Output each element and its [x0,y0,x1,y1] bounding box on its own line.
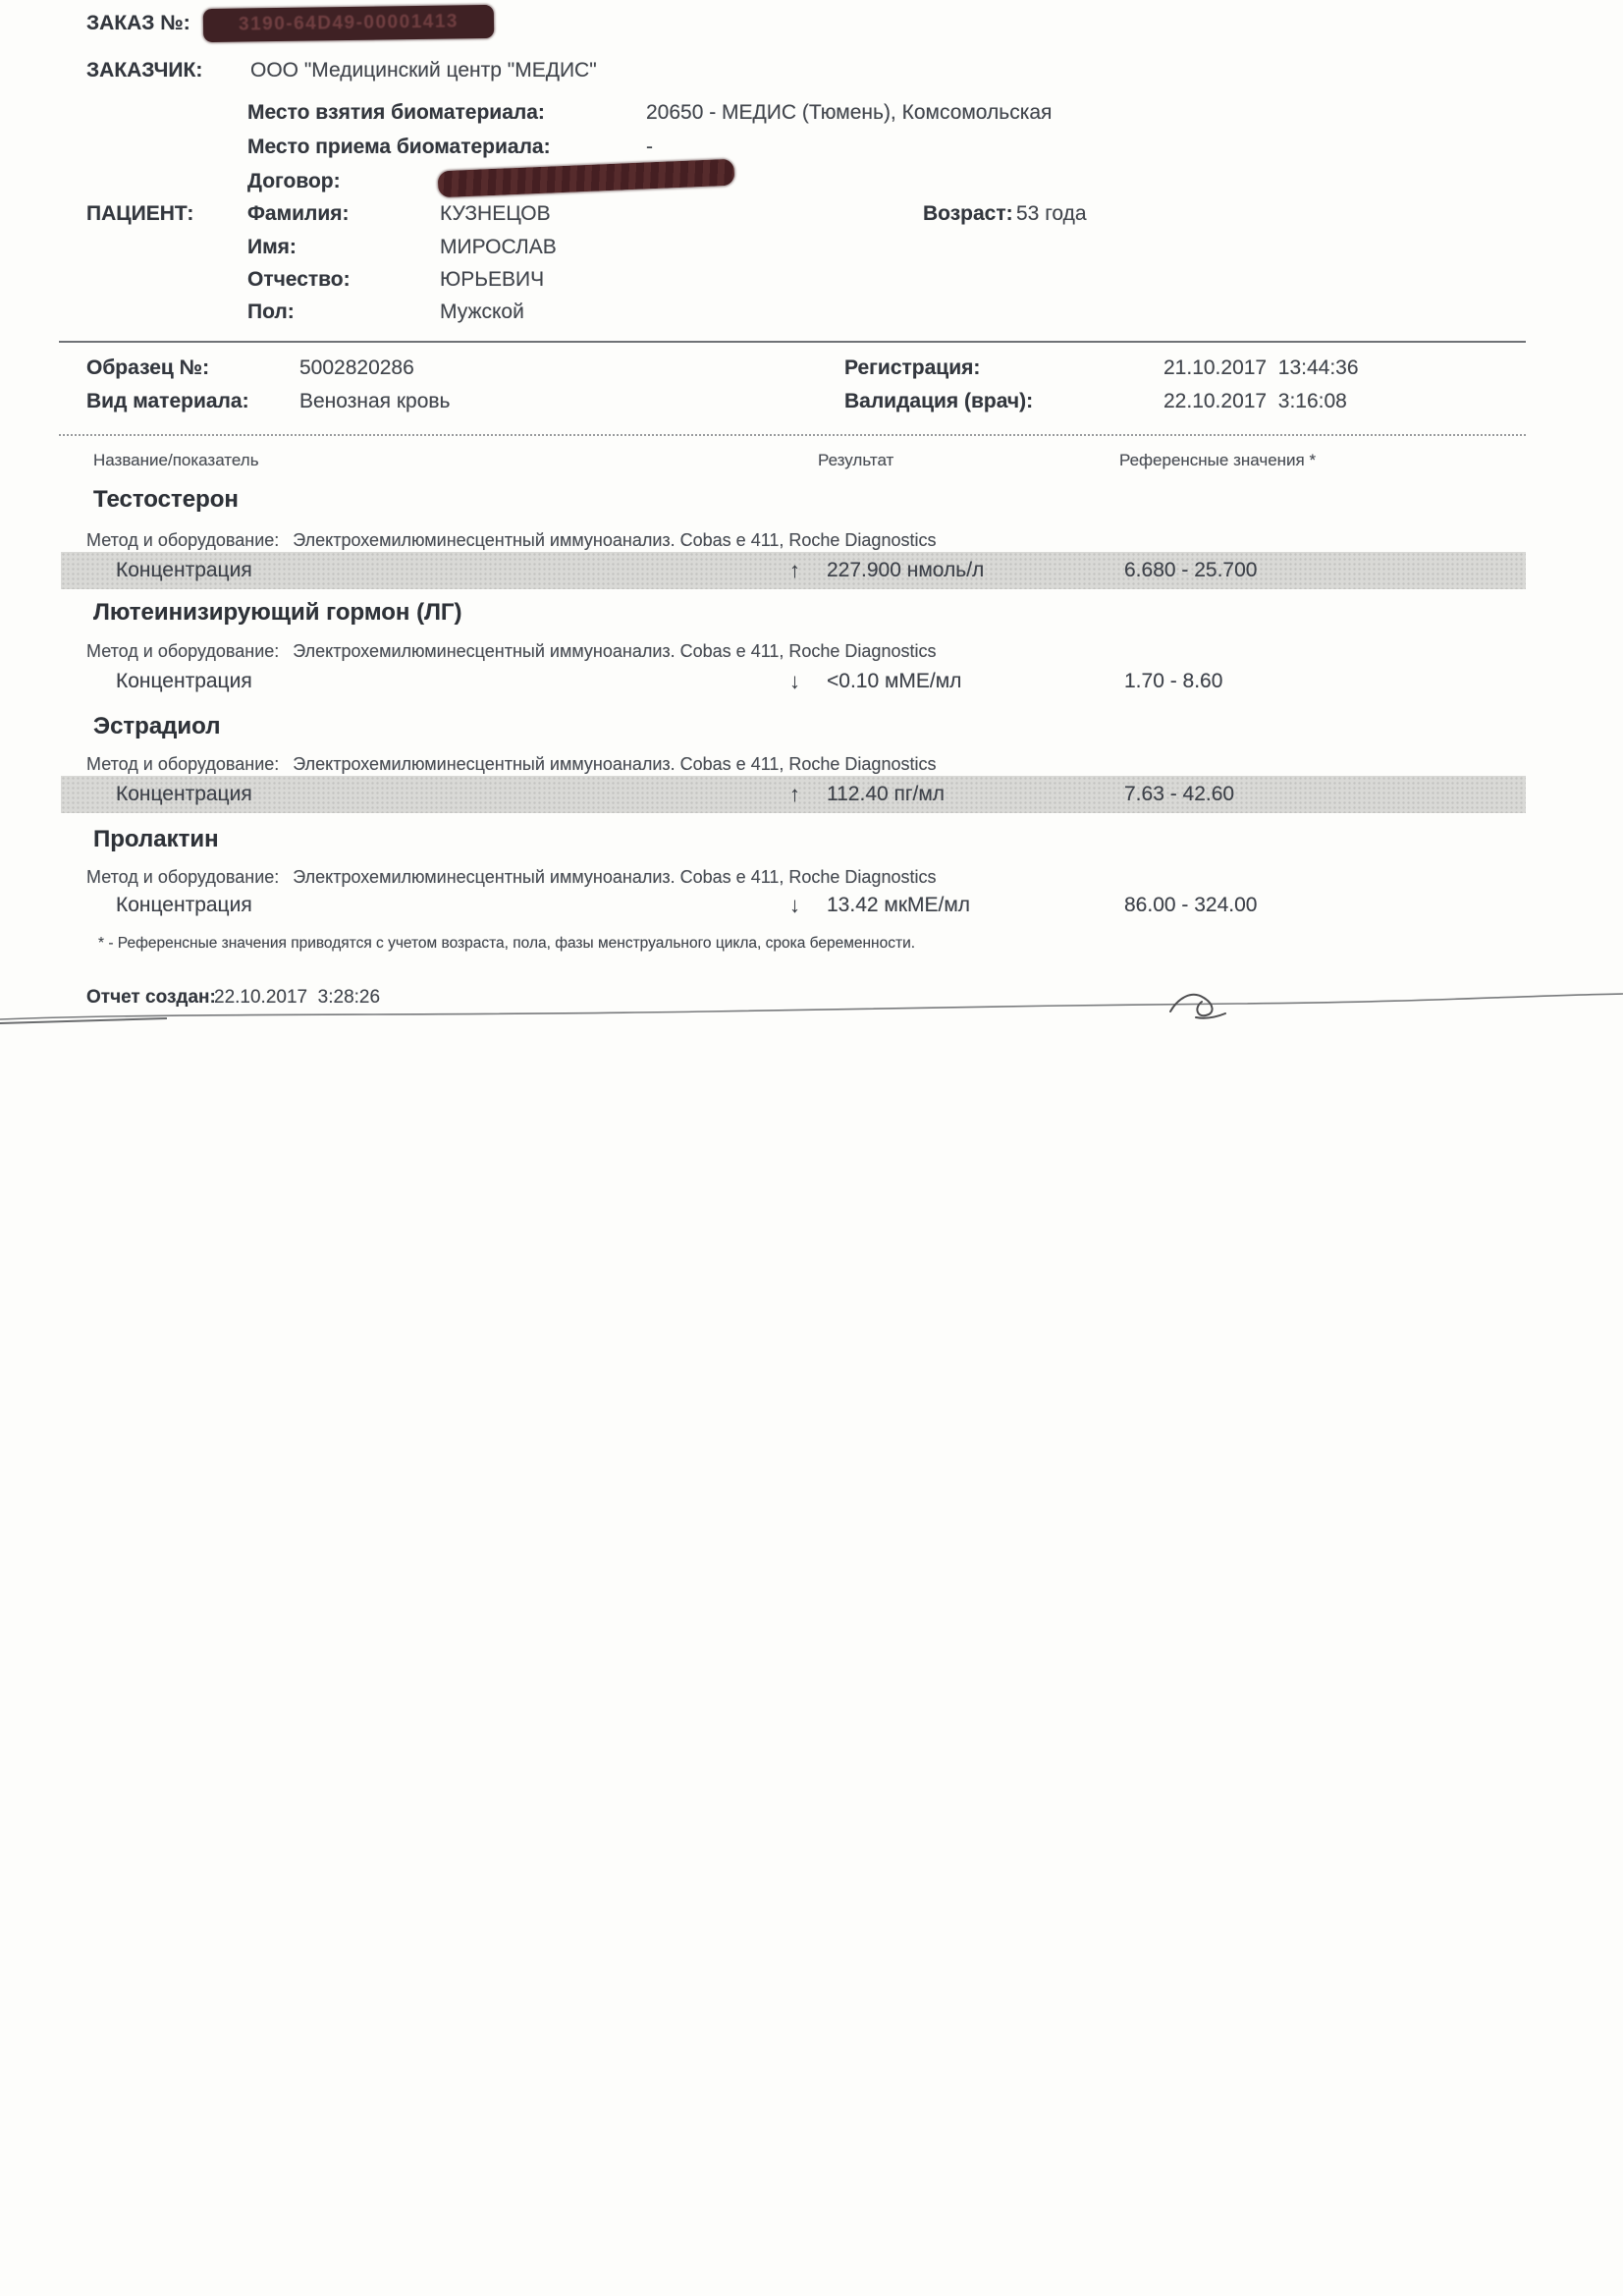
column-header-result: Результат [818,451,894,469]
method-line [86,754,936,775]
section-title-lh: Лютеинизирующий гормон (ЛГ) [93,599,462,626]
order-number-redaction [203,5,494,42]
high-flag-arrow-icon: ↑ [789,558,800,582]
age-label: Возраст: [923,202,1013,225]
reference-footnote: * - Референсные значения приводятся с учетом возраста, пола, фазы менструального цикла, срока беременности. [98,935,916,952]
method-label: Метод и оборудование: [86,754,280,774]
section-title-testosterone: Тестостерон [93,486,239,513]
section-title-estradiol: Эстрадиол [93,713,221,739]
table-top-divider [59,434,1526,436]
column-header-reference: Референсные значения * [1119,451,1317,469]
method-line [86,867,936,888]
result-row-lh [61,663,1526,700]
registration-label: Регистрация: [844,356,981,379]
page-edge-and-signature [0,980,1623,1029]
method-value: Электрохемилюминесцентный иммуноанализ. Cobas e 411, Roche Diagnostics [293,530,937,550]
method-label: Метод и оборудование: [86,641,280,661]
result-value: 227.900 нмоль/л [827,559,985,581]
reference-range: 6.680 - 25.700 [1124,559,1258,581]
section-title-prolactin: Пролактин [93,826,219,852]
surname-value: КУЗНЕЦОВ [440,202,551,225]
method-line [86,530,936,551]
method-value: Электрохемилюминесцентный иммуноанализ. Cobas e 411, Roche Diagnostics [293,641,937,661]
parameter-name: Концентрация [116,670,252,692]
reference-range: 1.70 - 8.60 [1124,670,1223,692]
contract-label: Договор: [247,170,341,192]
high-flag-arrow-icon: ↑ [789,782,800,806]
method-label: Метод и оборудование: [86,867,280,887]
reception-place-value: - [646,136,653,158]
result-value: <0.10 мМЕ/мл [827,670,962,692]
result-row-estradiol [61,776,1526,813]
method-value: Электрохемилюминесцентный иммуноанализ. Cobas e 411, Roche Diagnostics [293,867,937,887]
method-line [86,641,936,662]
parameter-name: Концентрация [116,894,252,916]
reference-range: 86.00 - 324.00 [1124,894,1258,916]
low-flag-arrow-icon: ↓ [789,669,800,693]
header-divider [59,341,1526,343]
low-flag-arrow-icon: ↓ [789,893,800,917]
order-number-redacted-text: 3190-64D49-00001413 [238,11,460,35]
result-row-testosterone [61,552,1526,589]
sample-number-label: Образец №: [86,356,210,379]
method-label: Метод и оборудование: [86,530,280,550]
order-number-label: ЗАКАЗ №: [86,12,190,34]
validation-value: 22.10.2017 3:16:08 [1163,390,1347,412]
customer-label: ЗАКАЗЧИК: [86,59,203,82]
collection-place-label: Место взятия биоматериала: [247,101,545,124]
result-value: 112.40 пг/мл [827,783,946,805]
patronymic-label: Отчество: [247,268,351,291]
contract-redaction [438,159,735,198]
material-label: Вид материала: [86,390,249,412]
parameter-name: Концентрация [116,559,252,581]
result-row-prolactin [61,887,1526,924]
sex-label: Пол: [247,301,295,323]
patronymic-value: ЮРЬЕВИЧ [440,268,545,291]
signature-scribble-icon [1170,995,1225,1018]
reference-range: 7.63 - 42.60 [1124,783,1235,805]
patient-label: ПАЦИЕНТ: [86,202,194,225]
material-value: Венозная кровь [299,390,451,412]
registration-value: 21.10.2017 13:44:36 [1163,356,1359,379]
parameter-name: Концентрация [116,783,252,805]
reception-place-label: Место приема биоматериала: [247,136,551,158]
method-value: Электрохемилюминесцентный иммуноанализ. Cobas e 411, Roche Diagnostics [293,754,937,774]
column-header-name: Название/показатель [93,451,259,469]
age-value: 53 года [1016,202,1087,225]
sex-value: Мужской [440,301,524,323]
report-created-label: Отчет создан: [86,987,216,1008]
collection-place-value: 20650 - МЕДИС (Тюмень), Комсомольская [646,101,1053,124]
firstname-value: МИРОСЛАВ [440,236,557,258]
result-value: 13.42 мкМЕ/мл [827,894,971,916]
page-edge-line [0,994,1623,1019]
customer-value: ООО "Медицинский центр "МЕДИС" [250,59,597,82]
validation-label: Валидация (врач): [844,390,1034,412]
report-created-value: 22.10.2017 3:28:26 [214,987,381,1008]
sample-number-value: 5002820286 [299,356,414,379]
surname-label: Фамилия: [247,202,350,225]
firstname-label: Имя: [247,236,297,258]
